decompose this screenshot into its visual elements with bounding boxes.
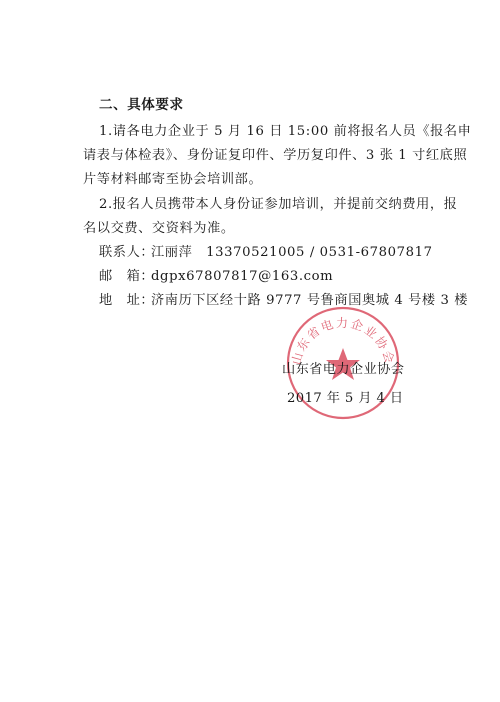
contact-address-value: 济南历下区经十路 9777 号鲁商国奥城 4 号楼 3 楼 <box>151 293 469 308</box>
contact-email-row <box>99 269 333 285</box>
contact-address-label: 地 址： <box>99 293 155 308</box>
contact-person-label: 联系人： <box>99 245 155 260</box>
item-1-line-1: 1.请各电力企业于 5 月 16 日 15:00 前将报名人员《报名申 <box>99 124 472 139</box>
item-1-line-3: 片等材料邮寄至协会培训部。 <box>83 172 263 187</box>
item-1-line-2: 请表与体检表》、身份证复印件、学历复印件、3 张 1 寸红底照 <box>83 148 468 163</box>
contact-person-row <box>99 245 433 261</box>
contact-email-label: 邮 箱： <box>99 269 155 284</box>
seal-arc-text: 山东省电力企业协会 <box>289 316 397 367</box>
contact-person-value: 江丽萍 13370521005 / 0531-67807817 <box>151 245 433 260</box>
item-2-line-2: 名以交费、交资料为准。 <box>83 221 235 236</box>
section-heading: 二、具体要求 <box>99 97 184 113</box>
contact-email-value: dgpx67807817@163.com <box>151 269 334 284</box>
item-2-line-1: 2.报名人员携带本人身份证参加培训，并提前交纳费用，报 <box>99 197 458 212</box>
document-date: 2017 年 5 月 4 日 <box>287 391 404 406</box>
signer-organization: 山东省电力企业协会 <box>282 362 405 377</box>
